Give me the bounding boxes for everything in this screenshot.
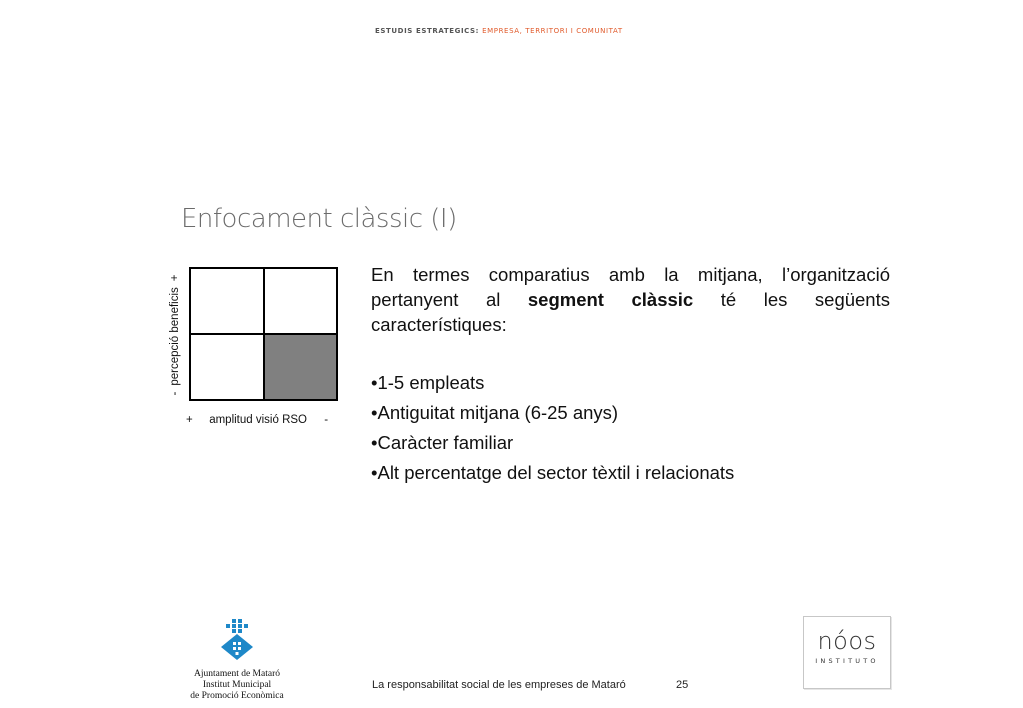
noos-logo-sub: INSTITUTO — [815, 657, 879, 665]
logo-line-3: de Promoció Econòmica — [190, 691, 284, 701]
list-item: •Antiguitat mitjana (6-25 anys) — [371, 402, 619, 423]
x-axis-plus: + — [186, 414, 193, 426]
logo-line-1: Ajuntament de Mataró — [193, 669, 280, 679]
noos-logo-word: nóos — [817, 627, 877, 655]
ajuntament-emblem-icon — [217, 618, 257, 660]
logo-line-2: Institut Municipal — [202, 680, 272, 690]
x-axis-label — [186, 414, 328, 426]
quadrant-matrix — [189, 267, 338, 401]
ajuntament-logo — [185, 618, 289, 702]
y-axis-minus: - — [169, 391, 181, 396]
intro-text-end: té les següents característiques: — [371, 289, 890, 335]
matrix-cell-top-left — [190, 268, 264, 334]
content-block — [371, 262, 890, 488]
y-axis-text: percepció beneficis — [169, 287, 181, 386]
list-item: •1-5 empleats — [371, 372, 485, 393]
y-axis-label — [169, 274, 181, 395]
header-tag-part1: ESTUDIS ESTRATEGICS: — [375, 27, 480, 35]
x-axis-minus: - — [324, 414, 329, 426]
header-tag-part2: EMPRESA, TERRITORI I COMUNITAT — [482, 27, 623, 35]
intro-bold: segment clàssic — [527, 289, 694, 310]
header-tag — [375, 27, 623, 35]
matrix-cell-top-right — [264, 268, 338, 334]
x-axis-text: amplitud visió RSO — [209, 414, 307, 426]
y-axis-plus: + — [169, 274, 181, 282]
bullet-list — [371, 368, 890, 488]
matrix-cell-bottom-left — [190, 334, 264, 400]
page-number: 25 — [676, 679, 689, 691]
list-item: •Alt percentatge del sector tèxtil i relacionats — [371, 462, 735, 483]
intro-text-start: En termes comparatius amb la mitjana, l’organització pertanyent al — [371, 264, 890, 310]
list-item: •Caràcter familiar — [371, 432, 514, 453]
footer-text: La responsabilitat social de les empreses de Mataró — [372, 679, 626, 691]
intro-paragraph — [371, 262, 890, 337]
matrix-cell-bottom-right — [264, 334, 338, 400]
noos-logo — [803, 616, 891, 689]
slide-title: Enfocament clàssic (I) — [181, 204, 457, 234]
